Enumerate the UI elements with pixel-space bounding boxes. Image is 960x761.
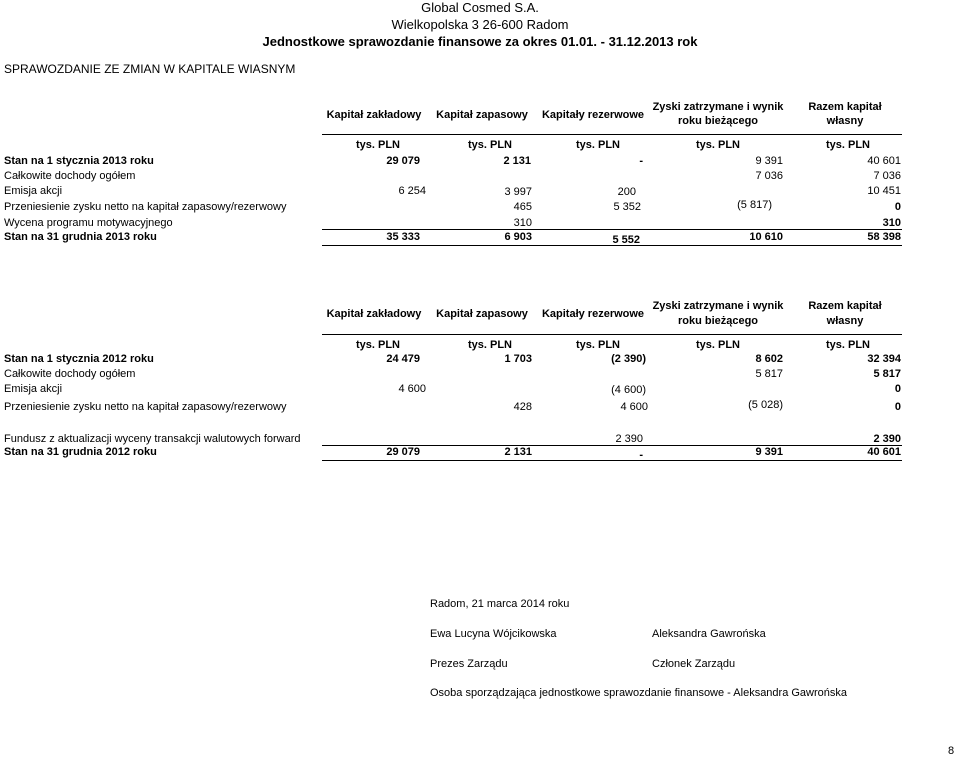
cell-value: - [639, 449, 643, 461]
col-header-retained-earnings-2: roku bieżącego [677, 315, 759, 327]
cell-value: 465 [513, 201, 532, 213]
row-label: Stan na 1 stycznia 2012 roku [4, 353, 154, 365]
total-underline [322, 245, 902, 246]
col-header-total-equity-1: Razem kapitał [808, 101, 882, 113]
cell-value: 428 [513, 401, 532, 413]
signatory-name-2: Aleksandra Gawrońska [652, 628, 766, 640]
col-header-total-equity-1: Razem kapitał [808, 300, 882, 312]
place-date: Radom, 21 marca 2014 roku [430, 598, 570, 610]
cell-value: 29 079 [386, 155, 420, 167]
cell-value: 7 036 [755, 170, 783, 182]
row-label: Emisja akcji [4, 383, 63, 395]
unit-label: tys. PLN [467, 139, 512, 151]
col-header-retained-earnings-2: roku bieżącego [677, 115, 759, 127]
cell-value: (5 817) [737, 199, 772, 211]
cell-value: 40 601 [867, 446, 901, 458]
cell-value: - [639, 155, 643, 167]
cell-value: 7 036 [873, 170, 901, 182]
unit-label: tys. PLN [695, 339, 740, 351]
row-label: Emisja akcji [4, 185, 63, 197]
cell-value: 6 254 [398, 185, 426, 197]
cell-value: 5 817 [755, 368, 783, 380]
cell-value: 0 [894, 401, 901, 413]
cell-value: 9 391 [755, 446, 783, 458]
col-header-share-capital: Kapitał zakładowy [326, 109, 422, 121]
cell-value: 40 601 [867, 155, 901, 167]
cell-value: 32 394 [867, 353, 901, 365]
row-label: Wycena programu motywacyjnego [4, 217, 173, 229]
signatory-name-1: Ewa Lucyna Wójcikowska [430, 628, 557, 640]
unit-label: tys. PLN [825, 139, 870, 151]
signatory-role-2: Członek Zarządu [652, 658, 736, 670]
cell-value: 0 [894, 201, 901, 213]
cell-value: 2 390 [615, 433, 643, 445]
col-header-retained-earnings-1: Zyski zatrzymane i wynik [652, 300, 784, 312]
cell-value: 8 602 [755, 353, 783, 365]
unit-label: tys. PLN [825, 339, 870, 351]
cell-value: 0 [894, 383, 901, 395]
report-title: Jednostkowe sprawozdanie finansowe za okres 01.01. - 31.12.2013 rok [262, 34, 698, 49]
unit-label: tys. PLN [575, 139, 620, 151]
cell-value: 58 398 [867, 231, 901, 243]
cell-value: 35 333 [386, 231, 420, 243]
row-label: Przeniesienie zysku netto na kapitał zapasowy/rezerwowy [4, 201, 287, 213]
cell-value: 5 552 [612, 234, 640, 246]
cell-value: 6 903 [504, 231, 532, 243]
cell-value: 9 391 [755, 155, 783, 167]
cell-value: 200 [617, 186, 636, 198]
cell-value: 4 600 [398, 383, 426, 395]
unit-label: tys. PLN [575, 339, 620, 351]
preparer-line: Osoba sporządzająca jednostkowe sprawozdanie finansowe - Aleksandra Gawrońska [430, 687, 848, 699]
row-label: Przeniesienie zysku netto na kapitał zapasowy/rezerwowy [4, 401, 287, 413]
header-underline [322, 134, 902, 135]
signatory-role-1: Prezes Zarządu [430, 658, 508, 670]
row-label: Stan na 31 grudnia 2013 roku [4, 231, 157, 243]
cell-value: 2 131 [503, 155, 531, 167]
row-label: Całkowite dochody ogółem [4, 368, 136, 380]
sum-line [322, 229, 902, 230]
col-header-total-equity-2: własny [826, 315, 864, 327]
row-label: Stan na 1 stycznia 2013 roku [4, 155, 154, 167]
total-underline [322, 460, 902, 461]
company-name: Global Cosmed S.A. [421, 0, 539, 15]
cell-value: (2 390) [611, 353, 646, 365]
cell-value: 3 997 [504, 186, 532, 198]
col-header-reserve-capital: Kapitały rezerwowe [541, 109, 645, 121]
cell-value: 2 390 [873, 433, 901, 445]
col-header-retained-earnings-1: Zyski zatrzymane i wynik [652, 101, 784, 113]
cell-value: 10 610 [749, 231, 783, 243]
col-header-total-equity-2: własny [826, 115, 864, 127]
header-underline [322, 334, 902, 335]
col-header-reserve-capital: Kapitały rezerwowe [541, 308, 645, 320]
cell-value: 310 [882, 217, 901, 229]
cell-value: 1 703 [504, 353, 532, 365]
row-label: Fundusz z aktualizacji wyceny transakcji walutowych forward [4, 433, 301, 445]
cell-value: (5 028) [748, 399, 783, 411]
section-title: SPRAWOZDANIE ZE ZMIAN W KAPITALE WIASNYM [4, 62, 296, 76]
cell-value: 10 451 [867, 185, 901, 197]
unit-label: tys. PLN [467, 339, 512, 351]
company-address: Wielkopolska 3 26-600 Radom [391, 17, 569, 32]
row-label: Całkowite dochody ogółem [4, 170, 136, 182]
cell-value: 5 352 [613, 201, 641, 213]
col-header-supplementary-capital: Kapitał zapasowy [436, 109, 528, 121]
unit-label: tys. PLN [355, 339, 400, 351]
unit-label: tys. PLN [355, 139, 400, 151]
row-label: Stan na 31 grudnia 2012 roku [4, 446, 157, 458]
page-number: 8 [948, 745, 955, 757]
cell-value: 24 479 [386, 353, 420, 365]
cell-value: 29 079 [386, 446, 420, 458]
unit-label: tys. PLN [695, 139, 740, 151]
col-header-supplementary-capital: Kapitał zapasowy [436, 308, 528, 320]
cell-value: 310 [513, 217, 532, 229]
cell-value: (4 600) [611, 384, 646, 396]
cell-value: 4 600 [620, 401, 648, 413]
col-header-share-capital: Kapitał zakładowy [326, 308, 422, 320]
cell-value: 2 131 [504, 446, 532, 458]
cell-value: 5 817 [873, 368, 901, 380]
